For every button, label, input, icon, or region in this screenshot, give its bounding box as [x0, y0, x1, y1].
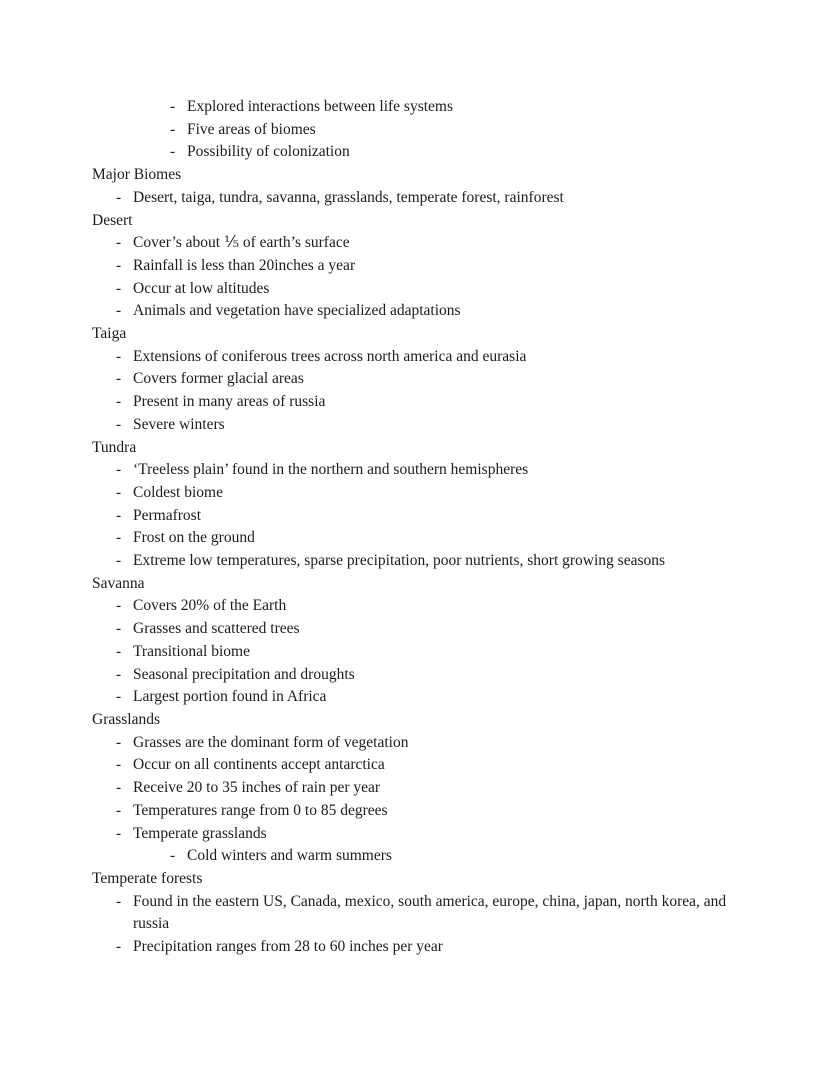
bullet-text: Frost on the ground [133, 529, 255, 547]
bullet-text: Grasses and scattered trees [133, 620, 300, 638]
bullet-dash-icon: - [116, 347, 122, 365]
bullet-text: Animals and vegetation have specialized adaptations [133, 302, 461, 320]
bullet-text: Occur at low altitudes [133, 279, 270, 297]
bullet-text: Extreme low temperatures, sparse precipitation, poor nutrients, short growing seasons [133, 552, 666, 570]
bullet-text: Severe winters [133, 415, 225, 433]
bullet-line [92, 891, 732, 936]
bullet-line [92, 391, 732, 414]
bullet-line [92, 482, 732, 505]
bullet-dash-icon: - [116, 302, 122, 320]
bullet-text: Covers former glacial areas [133, 370, 304, 388]
heading-line [92, 210, 732, 233]
bullet-dash-icon: - [170, 143, 176, 161]
bullet-dash-icon: - [116, 801, 122, 819]
bullet-dash-icon: - [116, 461, 122, 479]
bullet-line [92, 278, 732, 301]
bullet-dash-icon: - [116, 552, 122, 570]
bullet-line [92, 527, 732, 550]
bullet-dash-icon: - [116, 279, 122, 297]
bullet-dash-icon: - [116, 256, 122, 274]
bullet-text: ‘Treeless plain’ found in the northern and southern hemispheres [133, 461, 529, 479]
heading-line [92, 164, 732, 187]
bullet-line [92, 732, 732, 755]
bullet-line [92, 414, 732, 437]
bullet-line [92, 800, 732, 823]
heading-line [92, 868, 732, 891]
bullet-text: Extensions of coniferous trees across north america and eurasia [133, 347, 527, 365]
bullet-dash-icon: - [116, 665, 122, 683]
bullet-text: Precipitation ranges from 28 to 60 inches per year [133, 938, 443, 956]
bullet-line [92, 845, 732, 868]
bullet-text: Permafrost [133, 506, 202, 524]
bullet-dash-icon: - [116, 597, 122, 615]
bullet-text: Seasonal precipitation and droughts [133, 665, 355, 683]
bullet-text: Desert, taiga, tundra, savanna, grasslands, temperate forest, rainforest [133, 188, 564, 206]
bullet-dash-icon: - [116, 529, 122, 547]
bullet-line [92, 686, 732, 709]
bullet-dash-icon: - [116, 756, 122, 774]
bullet-line [92, 823, 732, 846]
bullet-dash-icon: - [116, 779, 122, 797]
heading-line [92, 573, 732, 596]
bullet-text: Explored interactions between life systems [187, 98, 454, 115]
bullet-line [92, 187, 732, 210]
bullet-text: Coldest biome [133, 483, 223, 501]
bullet-dash-icon: - [116, 393, 122, 411]
bullet-line [92, 300, 732, 323]
bullet-dash-icon: - [116, 688, 122, 706]
bullet-dash-icon: - [170, 120, 176, 138]
heading-text: Savanna [92, 574, 145, 592]
bullet-line [92, 255, 732, 278]
bullet-dash-icon: - [116, 824, 122, 842]
heading-text: Grasslands [92, 710, 161, 728]
bullet-line [92, 141, 732, 164]
bullet-line [92, 595, 732, 618]
bullet-line [92, 232, 732, 255]
bullet-line [92, 754, 732, 777]
bullet-dash-icon: - [116, 234, 122, 252]
bullet-text: Covers 20% of the Earth [133, 597, 287, 615]
bullet-dash-icon: - [116, 733, 122, 751]
bullet-dash-icon: - [116, 506, 122, 524]
bullet-text: Occur on all continents accept antarctica [133, 756, 385, 774]
heading-line [92, 709, 732, 732]
bullet-text: Possibility of colonization [187, 143, 350, 161]
bullet-line [92, 641, 732, 664]
bullet-dash-icon: - [116, 938, 122, 956]
heading-line [92, 323, 732, 346]
bullet-dash-icon: - [170, 98, 176, 115]
bullet-dash-icon: - [116, 415, 122, 433]
bullet-text: Temperate grasslands [133, 824, 267, 842]
bullet-text: Receive 20 to 35 inches of rain per year [133, 779, 381, 797]
bullet-line [92, 777, 732, 800]
bullet-text: Cold winters and warm summers [187, 847, 392, 865]
bullet-dash-icon: - [116, 483, 122, 501]
bullet-dash-icon: - [116, 642, 122, 660]
bullet-line [92, 119, 732, 142]
bullet-line [92, 346, 732, 369]
bullet-dash-icon: - [170, 847, 176, 865]
bullet-text: Found in the eastern US, Canada, mexico, south america, europe, china, japan, north korea, and russia [133, 892, 727, 933]
heading-line [92, 437, 732, 460]
bullet-line [92, 505, 732, 528]
bullet-text: Grasses are the dominant form of vegetation [133, 733, 409, 751]
bullet-line [92, 664, 732, 687]
bullet-text: Transitional biome [133, 642, 250, 660]
bullet-text: Largest portion found in Africa [133, 688, 327, 706]
bullet-line [92, 96, 732, 119]
bullet-dash-icon: - [116, 370, 122, 388]
bullet-line [92, 368, 732, 391]
bullet-dash-icon: - [116, 620, 122, 638]
heading-text: Taiga [92, 325, 127, 343]
bullet-text: Temperatures range from 0 to 85 degrees [133, 801, 388, 819]
bullet-line [92, 550, 732, 573]
bullet-dash-icon: - [116, 188, 122, 206]
heading-text: Temperate forests [92, 869, 203, 887]
bullet-line [92, 618, 732, 641]
heading-text: Major Biomes [92, 166, 182, 184]
bullet-text: Present in many areas of russia [133, 393, 326, 411]
heading-text: Tundra [92, 438, 137, 456]
bullet-text: Cover’s about ⅕ of earth’s surface [133, 234, 350, 252]
bullet-text: Five areas of biomes [187, 120, 316, 138]
bullet-dash-icon: - [116, 892, 122, 910]
bullet-line [92, 936, 732, 959]
bullet-line [92, 459, 732, 482]
heading-text: Desert [92, 211, 133, 229]
bullet-text: Rainfall is less than 20inches a year [133, 256, 356, 274]
document-body [92, 96, 732, 959]
